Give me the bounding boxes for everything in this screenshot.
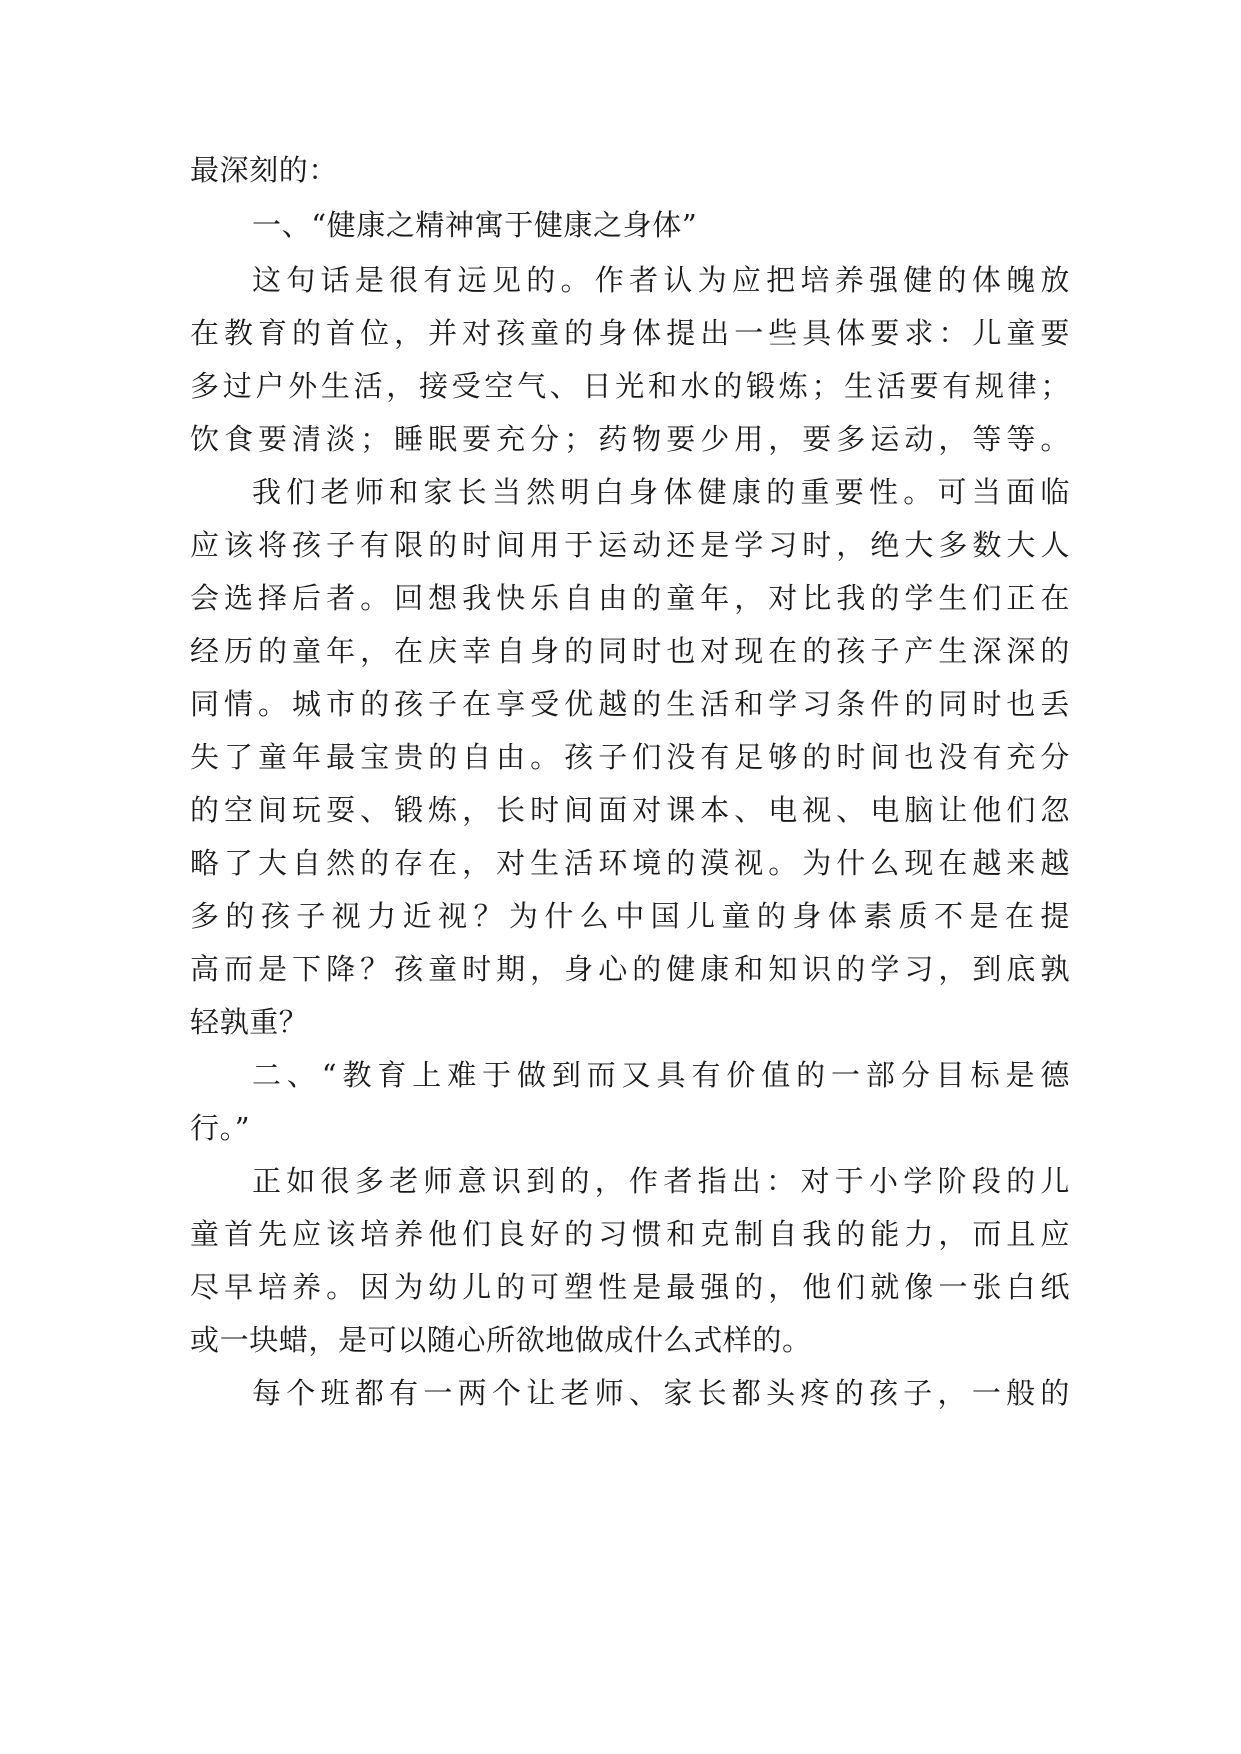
- text-line: 的空间玩耍、锻炼，长时间面对课本、电视、电脑让他们忽: [190, 793, 1070, 827]
- text-line: 同情。城市的孩子在享受优越的生活和学习条件的同时也丢: [190, 687, 1070, 721]
- section-heading-2: 二、“教育上难于做到而又具有价值的一部分目标是德: [252, 1058, 1070, 1092]
- section-heading-2-cont: 行。”: [190, 1111, 251, 1145]
- text-line: 经历的童年，在庆幸自身的同时也对现在的孩子产生深深的: [190, 634, 1070, 668]
- text-line: 多过户外生活，接受空气、日光和水的锻炼；生活要有规律；: [190, 369, 1070, 403]
- text-line: 在教育的首位，并对孩童的身体提出一些具体要求：儿童要: [190, 316, 1070, 350]
- text-line: 这句话是很有远见的。作者认为应把培养强健的体魄放: [252, 263, 1070, 297]
- text-line: 每个班都有一两个让老师、家长都头疼的孩子，一般的: [252, 1376, 1070, 1410]
- text-line: 会选择后者。回想我快乐自由的童年，对比我的学生们正在: [190, 581, 1070, 615]
- section-heading-1: 一、“健康之精神寓于健康之身体”: [252, 208, 698, 242]
- text-line: 正如很多老师意识到的，作者指出：对于小学阶段的儿: [252, 1164, 1070, 1198]
- text-line: 应该将孩子有限的时间用于运动还是学习时，绝大多数大人: [190, 528, 1070, 562]
- text-line: 尽早培养。因为幼儿的可塑性是最强的，他们就像一张白纸: [190, 1270, 1070, 1304]
- text-line: 最深刻的：: [190, 153, 339, 187]
- text-line: 失了童年最宝贵的自由。孩子们没有足够的时间也没有充分: [190, 740, 1070, 774]
- text-line: 童首先应该培养他们良好的习惯和克制自我的能力，而且应: [190, 1217, 1070, 1251]
- text-line: 略了大自然的存在，对生活环境的漠视。为什么现在越来越: [190, 846, 1070, 880]
- text-line: 多的孩子视力近视？为什么中国儿童的身体素质不是在提: [190, 899, 1070, 933]
- text-line: 饮食要清淡；睡眠要充分；药物要少用，要多运动，等等。: [190, 422, 1070, 456]
- text-line: 或一块蜡，是可以随心所欲地做成什么式样的。: [190, 1323, 812, 1357]
- text-line: 我们老师和家长当然明白身体健康的重要性。可当面临: [252, 475, 1070, 509]
- text-line: 高而是下降？孩童时期，身心的健康和知识的学习，到底孰: [190, 952, 1070, 986]
- text-line: 轻孰重？: [190, 1005, 309, 1039]
